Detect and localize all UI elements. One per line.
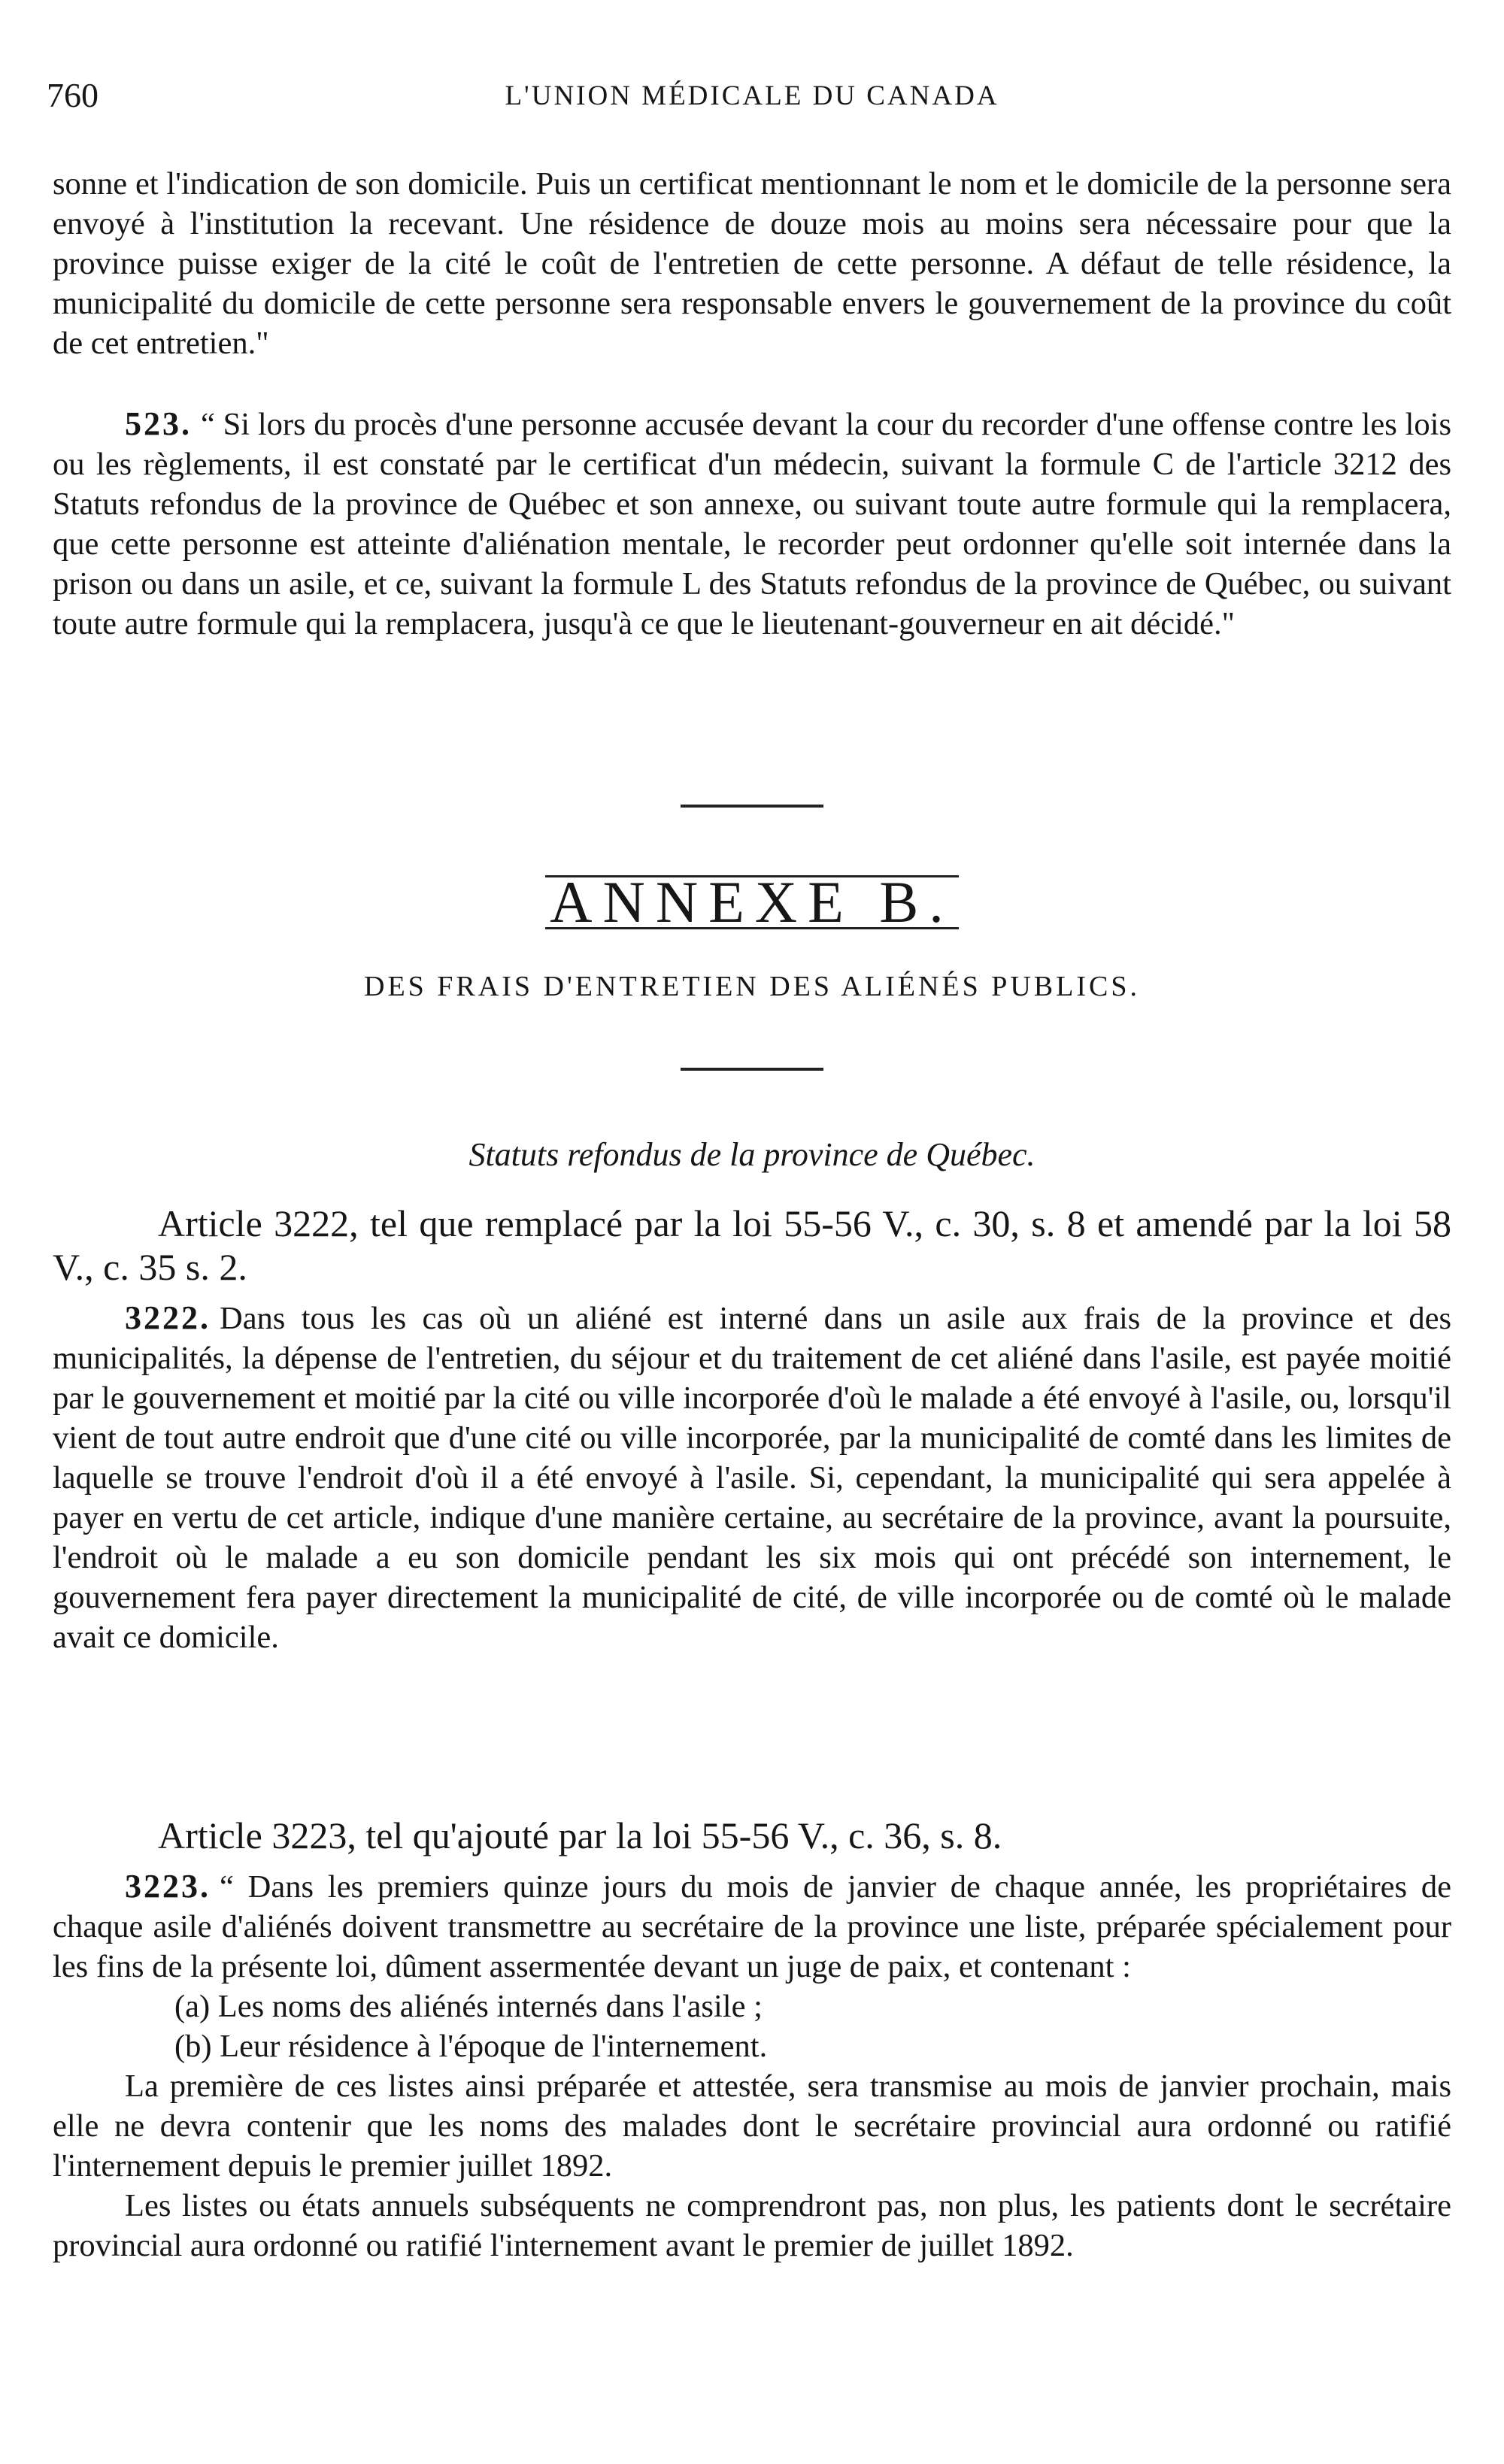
article-3222-paragraph <box>53 1298 1451 1657</box>
article-3222-text: Dans tous les cas où un aliéné est interné dans un asile aux frais de la province et des municipalités, la dépense de l'entretien, du séjour et du traitement de cet aliéné dans l'asile, est payée moitié par le gouvernement et moitié par la cité ou ville incorporée d'où le malade a été envoyé à l'asile, ou, lorsqu'il vient de tout autre endroit que d'une cité ou ville incorporée, par la municipalité de comté dans les limites de laquelle se trouve l'endroit d'où il a été envoyé à l'asile. Si, cependant, la municipalité qui sera appelée à payer en vertu de cet article, indique d'une manière certaine, au secrétaire de la province, avant la poursuite, l'endroit où le malade a eu son domicile pendant les six mois qui ont précédé son internement, le gouvernement fera payer directement la municipalité de cité, de ville incorporée ou de comté où le malade avait ce domicile. <box>53 1301 1451 1655</box>
intro-block <box>53 164 1451 363</box>
article-523-paragraph <box>53 404 1451 644</box>
article-3223-paragraph-3: Les listes ou états annuels subséquents ne comprendront pas, non plus, les patients dont le secrétaire provincial aura ordonné ou ratifié l'internement avant le premier de juillet 1892. <box>53 2188 1451 2263</box>
article-523-block <box>53 404 1451 644</box>
journal-title: L'UNION MÉDICALE DU CANADA <box>505 80 999 111</box>
annex-title-text: ANNEXE B. <box>545 875 959 929</box>
section-divider-bottom <box>681 1068 823 1071</box>
article-3223-paragraph <box>53 1866 1451 1987</box>
article-3222-heading: Article 3222, tel que remplacé par la loi 55-56 V., c. 30, s. 8 et amendé par la loi 58 V., c. 35 s. 2. <box>53 1202 1451 1288</box>
list-item-a: (a) Les noms des aliénés internés dans l'asile ; <box>174 1989 763 2024</box>
article-3222-number: 3222. <box>125 1299 211 1336</box>
annex-subtitle: DES FRAIS D'ENTRETIEN DES ALIÉNÉS PUBLICS. <box>364 971 1140 1002</box>
article-523-number: 523. <box>125 405 192 442</box>
article-3223-block <box>53 1814 1451 2265</box>
page-number: 760 <box>47 76 99 114</box>
list-item-b: (b) Leur résidence à l'époque de l'internement. <box>174 2029 768 2064</box>
statuts-heading: Statuts refondus de la province de Québec. <box>468 1136 1036 1173</box>
article-523-text: “ Si lors du procès d'une personne accusée devant la cour du recorder d'une offense contre les lois ou les règlements, il est constaté par le certificat d'un médecin, suivant la formule C de l'article 3212 des Statuts refondus de la province de Québec et son annexe, ou suivant toute autre formule qui la remplacera, que cette personne est atteinte d'aliénation mentale, le recorder peut ordonner qu'elle soit internée dans la prison ou dans un asile, et ce, suivant la formule L des Statuts refondus de la province de Québec, ou suivant toute autre formule qui la remplacera, jusqu'à ce que le lieutenant-gouverneur en ait décidé." <box>53 407 1451 641</box>
article-3222-block <box>53 1202 1451 1657</box>
annex-title <box>0 868 1504 936</box>
article-3223-text: “ Dans les premiers quinze jours du mois de janvier de chaque année, les propriétaires de chaque asile d'aliénés doivent transmettre au secrétaire de la province une liste, préparée spécialement pour les fins de la présente loi, dûment assermentée devant un juge de paix, et contenant : <box>53 1869 1451 1984</box>
article-3223-number: 3223. <box>125 1868 211 1905</box>
article-3223-paragraph-2: La première de ces listes ainsi préparée et attestée, sera transmise au mois de janvier prochain, mais elle ne devra contenir que les noms des malades dont le secrétaire provincial aura ordonné ou ratifié l'internement depuis le premier juillet 1892. <box>53 2068 1451 2184</box>
article-3223-heading: Article 3223, tel qu'ajouté par la loi 55-56 V., c. 36, s. 8. <box>158 1814 1002 1856</box>
running-header <box>47 75 1457 120</box>
section-divider-top <box>681 805 823 808</box>
intro-paragraph: sonne et l'indication de son domicile. Puis un certificat mentionnant le nom et le domicile de la personne sera envoyé à l'institution la recevant. Une résidence de douze mois au moins sera nécessaire pour que la province puisse exiger de la cité le coût de l'entretien de cette personne. A défaut de telle résidence, la municipalité du domicile de cette personne sera responsable envers le gouvernement de la province du coût de cet entretien." <box>53 166 1451 361</box>
